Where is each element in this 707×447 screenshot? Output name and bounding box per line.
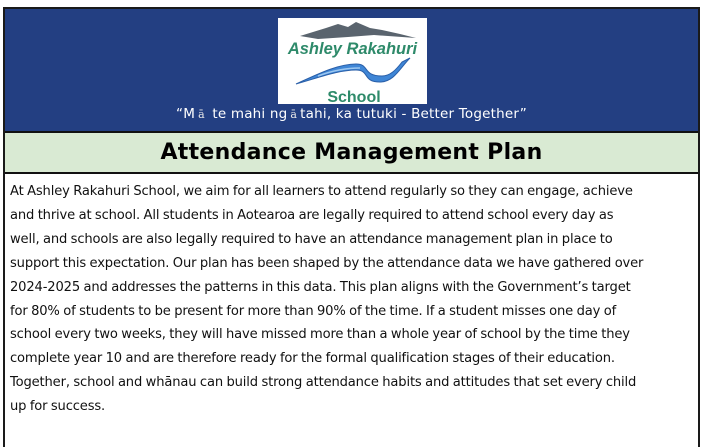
river-swoosh-icon bbox=[296, 58, 410, 84]
intro-paragraph bbox=[10, 180, 695, 419]
motto-part-open: “M bbox=[176, 106, 196, 122]
paragraph-line: Together, school and whānau can build strong attendance habits and attitudes that set every child bbox=[10, 375, 637, 391]
document-frame bbox=[3, 7, 700, 447]
paragraph-line: for 80% of students to be present for more than 90% of the time. If a student misses one day of bbox=[10, 303, 617, 319]
motto-part-middle: te mahi ng bbox=[207, 106, 288, 122]
motto-macron-a: ā bbox=[290, 108, 298, 121]
paragraph-line: school every two weeks, they will have missed more than a whole year of school by the time they bbox=[10, 327, 630, 343]
title-band bbox=[5, 133, 698, 174]
header-band bbox=[5, 9, 698, 133]
logo-name-line1: Ashley Rakahuri bbox=[287, 40, 418, 58]
page-title: Attendance Management Plan bbox=[160, 140, 543, 165]
paragraph-line: 2024-2025 and addresses the patterns in this data. This plan aligns with the Government’s target bbox=[10, 279, 631, 295]
paragraph-line: and thrive at school. All students in Aotearoa are legally required to attend school every day as bbox=[10, 207, 614, 223]
motto-part-end: tahi, ka tutuki - Better Together” bbox=[300, 106, 527, 122]
paragraph-line: complete year 10 and are therefore ready for the formal qualification stages of their education. bbox=[10, 351, 615, 367]
mountain-icon bbox=[300, 22, 416, 39]
logo-name-line2: School bbox=[327, 89, 381, 104]
paragraph-line: At Ashley Rakahuri School, we aim for all learners to attend regularly so they can engage, achieve bbox=[10, 184, 633, 199]
school-motto bbox=[5, 106, 698, 122]
paragraph-line: well, and schools are also legally required to have an attendance management plan in place to bbox=[10, 231, 613, 247]
logo-graphic bbox=[278, 18, 427, 104]
school-logo bbox=[278, 18, 427, 104]
paragraph-line: up for success. bbox=[10, 399, 106, 415]
motto-macron-a: ā bbox=[198, 108, 205, 121]
paragraph-line: support this expectation. Our plan has been shaped by the attendance data we have gathered over bbox=[10, 255, 644, 271]
